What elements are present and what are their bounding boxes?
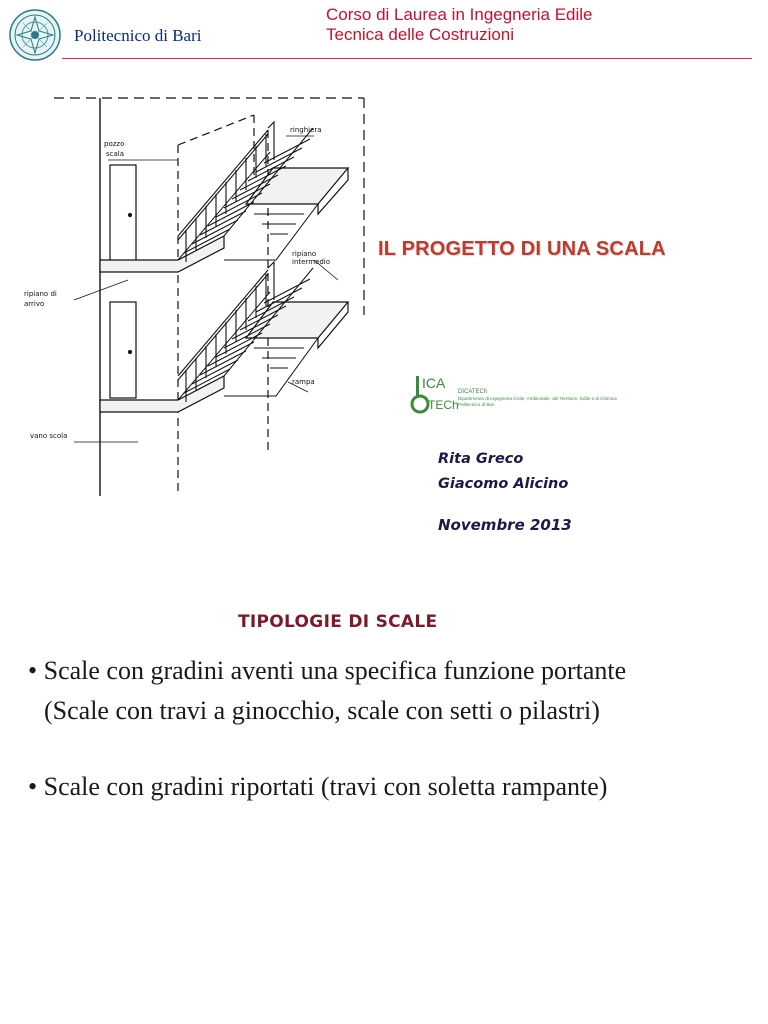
label-ringhiera: ringhiera bbox=[290, 126, 322, 134]
dicatech-name: DICATECh bbox=[458, 389, 488, 395]
label-ripiano: ripiano bbox=[292, 250, 317, 258]
presentation-date: Novembre 2013 bbox=[438, 516, 572, 534]
author-name: Giacomo Alicino bbox=[438, 476, 569, 492]
presentation-title: IL PROGETTO DI UNA SCALA bbox=[378, 238, 666, 260]
course-degree: Corso di Laurea in Ingegneria Edile bbox=[326, 5, 593, 24]
label-scala: scala bbox=[106, 150, 125, 158]
label-rampa: rampa bbox=[292, 378, 315, 386]
course-info bbox=[326, 5, 593, 45]
dicatech-logo-icon bbox=[408, 372, 459, 414]
section-title: TIPOLOGIE DI SCALE bbox=[238, 612, 438, 632]
author-name: Rita Greco bbox=[438, 451, 524, 467]
politecnico-seal-icon bbox=[8, 8, 62, 62]
dicatech-logo-bottom: TECh bbox=[428, 398, 459, 412]
university-name: Politecnico di Bari bbox=[74, 26, 202, 45]
label-pozzo: pozzo bbox=[104, 140, 125, 148]
dicatech-logo-top: ICA bbox=[422, 375, 446, 391]
bullet-item-continuation: (Scale con travi a ginocchio, scale con setti o pilastri) bbox=[44, 696, 600, 725]
bullet-item: • Scale con gradini aventi una specifica funzione portante bbox=[28, 656, 627, 685]
slide-header bbox=[0, 0, 768, 62]
label-vano-scola: vano scola bbox=[30, 432, 68, 440]
label-arrivo: arrivo bbox=[24, 300, 45, 308]
bullet-item: • Scale con gradini riportati (travi con soletta rampante) bbox=[28, 772, 608, 801]
staircase-drawing bbox=[18, 90, 376, 502]
label-ripiano-di: ripiano di bbox=[24, 290, 57, 298]
dicatech-department: Dipartimento di Ingegneria Civile, Ambientale, del Territorio, Edile e di Chimica bbox=[458, 396, 617, 401]
course-subject: Tecnica delle Costruzioni bbox=[326, 25, 515, 44]
dicatech-institution: Politecnico di Bari bbox=[458, 402, 495, 407]
dicatech-block bbox=[408, 372, 698, 416]
label-intermedio: intermedio bbox=[292, 258, 330, 266]
header-divider bbox=[62, 58, 752, 59]
